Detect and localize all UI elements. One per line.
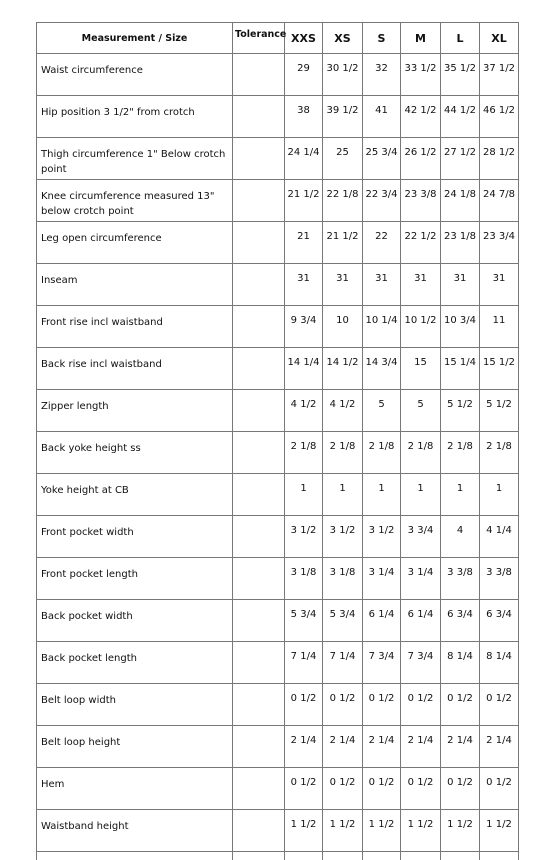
tolerance-cell xyxy=(233,264,285,306)
size-value-cell: 6 3/4 xyxy=(441,600,480,642)
size-value-cell: 1 1/2 xyxy=(441,810,480,852)
header-tolerance: Tolerance xyxy=(233,23,285,54)
size-value-cell: 22 xyxy=(363,222,401,264)
empty-cell xyxy=(233,852,285,860)
empty-cell xyxy=(37,852,233,860)
size-value-cell: 4 1/2 xyxy=(285,390,323,432)
size-value-cell: 1 1/2 xyxy=(363,810,401,852)
measurement-name: Knee circumference measured 13" below crotch point xyxy=(37,180,233,222)
size-value-cell: 2 1/8 xyxy=(401,432,441,474)
size-value-cell: 0 1/2 xyxy=(363,684,401,726)
size-value-cell: 3 1/2 xyxy=(363,516,401,558)
size-value-cell: 1 1/2 xyxy=(323,810,363,852)
size-value-cell: 31 xyxy=(480,264,519,306)
tolerance-cell xyxy=(233,222,285,264)
table-row xyxy=(37,558,519,600)
size-value-cell: 23 3/4 xyxy=(480,222,519,264)
size-value-cell: 2 1/4 xyxy=(401,726,441,768)
tolerance-cell xyxy=(233,810,285,852)
size-value-cell: 0 1/2 xyxy=(480,684,519,726)
measurement-name: Belt loop height xyxy=(37,726,233,768)
empty-cell xyxy=(285,852,323,860)
size-value-cell: 44 1/2 xyxy=(441,96,480,138)
size-value-cell: 10 3/4 xyxy=(441,306,480,348)
size-value-cell: 3 1/8 xyxy=(323,558,363,600)
size-value-cell: 3 1/4 xyxy=(401,558,441,600)
size-value-cell: 14 1/4 xyxy=(285,348,323,390)
table-row xyxy=(37,306,519,348)
size-value-cell: 2 1/8 xyxy=(363,432,401,474)
table-row xyxy=(37,726,519,768)
size-value-cell: 42 1/2 xyxy=(401,96,441,138)
table-row xyxy=(37,474,519,516)
size-value-cell: 2 1/8 xyxy=(441,432,480,474)
table-row xyxy=(37,348,519,390)
size-value-cell: 0 1/2 xyxy=(441,768,480,810)
tolerance-cell xyxy=(233,180,285,222)
size-spec-table xyxy=(36,22,519,860)
size-value-cell: 3 3/8 xyxy=(480,558,519,600)
size-value-cell: 37 1/2 xyxy=(480,54,519,96)
size-value-cell: 41 xyxy=(363,96,401,138)
size-value-cell: 6 1/4 xyxy=(363,600,401,642)
size-value-cell: 21 1/2 xyxy=(285,180,323,222)
size-value-cell: 0 1/2 xyxy=(285,684,323,726)
size-value-cell: 6 1/4 xyxy=(401,600,441,642)
table-row xyxy=(37,222,519,264)
size-value-cell: 30 1/2 xyxy=(323,54,363,96)
size-value-cell: 0 1/2 xyxy=(401,768,441,810)
size-value-cell: 31 xyxy=(363,264,401,306)
tolerance-cell xyxy=(233,642,285,684)
size-value-cell: 15 1/2 xyxy=(480,348,519,390)
size-value-cell: 23 3/8 xyxy=(401,180,441,222)
tolerance-cell xyxy=(233,600,285,642)
tolerance-cell xyxy=(233,138,285,180)
size-value-cell: 10 xyxy=(323,306,363,348)
empty-cell xyxy=(363,852,401,860)
measurement-name: Waist circumference xyxy=(37,54,233,96)
table-row xyxy=(37,684,519,726)
size-value-cell: 24 7/8 xyxy=(480,180,519,222)
size-value-cell: 24 1/8 xyxy=(441,180,480,222)
measurement-name: Hem xyxy=(37,768,233,810)
size-value-cell: 4 xyxy=(441,516,480,558)
table-row xyxy=(37,516,519,558)
size-value-cell: 31 xyxy=(441,264,480,306)
size-value-cell: 1 1/2 xyxy=(480,810,519,852)
size-value-cell: 2 1/4 xyxy=(323,726,363,768)
measurement-name: Front rise incl waistband xyxy=(37,306,233,348)
size-value-cell: 1 xyxy=(363,474,401,516)
header-size-s: S xyxy=(363,23,401,54)
size-value-cell: 23 1/8 xyxy=(441,222,480,264)
size-value-cell: 3 1/8 xyxy=(285,558,323,600)
size-value-cell: 7 1/4 xyxy=(285,642,323,684)
size-value-cell: 1 xyxy=(285,474,323,516)
table-row xyxy=(37,600,519,642)
size-value-cell: 7 1/4 xyxy=(323,642,363,684)
tolerance-cell xyxy=(233,306,285,348)
size-value-cell: 8 1/4 xyxy=(480,642,519,684)
tolerance-cell xyxy=(233,432,285,474)
measurement-name: Waistband height xyxy=(37,810,233,852)
tolerance-cell xyxy=(233,96,285,138)
header-row xyxy=(37,23,519,54)
size-value-cell: 31 xyxy=(285,264,323,306)
size-value-cell: 1 xyxy=(441,474,480,516)
size-value-cell: 9 3/4 xyxy=(285,306,323,348)
size-value-cell: 6 3/4 xyxy=(480,600,519,642)
table-row xyxy=(37,96,519,138)
size-value-cell: 5 3/4 xyxy=(285,600,323,642)
size-value-cell: 7 3/4 xyxy=(363,642,401,684)
size-value-cell: 31 xyxy=(323,264,363,306)
size-value-cell: 2 1/8 xyxy=(480,432,519,474)
size-value-cell: 2 1/4 xyxy=(480,726,519,768)
size-value-cell: 25 3/4 xyxy=(363,138,401,180)
empty-cell xyxy=(323,852,363,860)
size-value-cell: 2 1/4 xyxy=(363,726,401,768)
tolerance-cell xyxy=(233,474,285,516)
size-value-cell: 0 1/2 xyxy=(323,684,363,726)
size-value-cell: 24 1/4 xyxy=(285,138,323,180)
table-row xyxy=(37,180,519,222)
size-value-cell: 31 xyxy=(401,264,441,306)
table-row xyxy=(37,138,519,180)
tolerance-cell xyxy=(233,390,285,432)
size-value-cell: 1 xyxy=(401,474,441,516)
size-value-cell: 26 1/2 xyxy=(401,138,441,180)
size-value-cell: 27 1/2 xyxy=(441,138,480,180)
size-value-cell: 5 xyxy=(401,390,441,432)
measurement-name: Back pocket width xyxy=(37,600,233,642)
size-value-cell: 2 1/8 xyxy=(323,432,363,474)
measurement-name: Hip position 3 1/2" from crotch xyxy=(37,96,233,138)
tolerance-cell xyxy=(233,768,285,810)
size-value-cell: 2 1/4 xyxy=(441,726,480,768)
empty-cell xyxy=(401,852,441,860)
size-value-cell: 1 xyxy=(480,474,519,516)
table-row xyxy=(37,642,519,684)
size-value-cell: 14 1/2 xyxy=(323,348,363,390)
table-row xyxy=(37,432,519,474)
size-value-cell: 11 xyxy=(480,306,519,348)
size-value-cell: 22 1/8 xyxy=(323,180,363,222)
header-size-xxs: XXS xyxy=(285,23,323,54)
measurement-name: Belt loop width xyxy=(37,684,233,726)
size-value-cell: 28 1/2 xyxy=(480,138,519,180)
table-row xyxy=(37,264,519,306)
size-value-cell: 5 1/2 xyxy=(441,390,480,432)
size-value-cell: 0 1/2 xyxy=(441,684,480,726)
header-size-xl: XL xyxy=(480,23,519,54)
size-value-cell: 3 3/8 xyxy=(441,558,480,600)
size-value-cell: 5 xyxy=(363,390,401,432)
measurement-name: Back rise incl waistband xyxy=(37,348,233,390)
size-value-cell: 25 xyxy=(323,138,363,180)
measurement-name: Front pocket width xyxy=(37,516,233,558)
size-value-cell: 1 1/2 xyxy=(285,810,323,852)
size-value-cell: 38 xyxy=(285,96,323,138)
size-value-cell: 7 3/4 xyxy=(401,642,441,684)
measurement-name: Yoke height at CB xyxy=(37,474,233,516)
size-value-cell: 46 1/2 xyxy=(480,96,519,138)
size-value-cell: 5 1/2 xyxy=(480,390,519,432)
tolerance-cell xyxy=(233,54,285,96)
tolerance-cell xyxy=(233,726,285,768)
empty-cell xyxy=(441,852,480,860)
size-value-cell: 10 1/2 xyxy=(401,306,441,348)
measurement-name: Thigh circumference 1" Below crotch point xyxy=(37,138,233,180)
size-value-cell: 14 3/4 xyxy=(363,348,401,390)
header-measurement: Measurement / Size xyxy=(37,23,233,54)
size-value-cell: 35 1/2 xyxy=(441,54,480,96)
table-row xyxy=(37,54,519,96)
empty-cell xyxy=(480,852,519,860)
header-size-l: L xyxy=(441,23,480,54)
tolerance-cell xyxy=(233,684,285,726)
table-row-partial xyxy=(37,852,519,860)
table-body xyxy=(37,54,519,860)
size-value-cell: 3 1/2 xyxy=(285,516,323,558)
measurement-name: Zipper length xyxy=(37,390,233,432)
size-value-cell: 0 1/2 xyxy=(285,768,323,810)
table-row xyxy=(37,390,519,432)
size-value-cell: 15 xyxy=(401,348,441,390)
size-value-cell: 15 1/4 xyxy=(441,348,480,390)
size-value-cell: 22 3/4 xyxy=(363,180,401,222)
size-value-cell: 2 1/8 xyxy=(285,432,323,474)
measurement-name: Back yoke height ss xyxy=(37,432,233,474)
header-size-m: M xyxy=(401,23,441,54)
size-value-cell: 3 3/4 xyxy=(401,516,441,558)
size-value-cell: 33 1/2 xyxy=(401,54,441,96)
measurement-name: Inseam xyxy=(37,264,233,306)
table-row xyxy=(37,810,519,852)
size-value-cell: 3 1/2 xyxy=(323,516,363,558)
measurement-name: Front pocket length xyxy=(37,558,233,600)
size-value-cell: 4 1/2 xyxy=(323,390,363,432)
measurement-name: Back pocket length xyxy=(37,642,233,684)
measurement-name: Leg open circumference xyxy=(37,222,233,264)
size-value-cell: 39 1/2 xyxy=(323,96,363,138)
size-value-cell: 4 1/4 xyxy=(480,516,519,558)
size-value-cell: 22 1/2 xyxy=(401,222,441,264)
table-row xyxy=(37,768,519,810)
size-value-cell: 1 xyxy=(323,474,363,516)
size-value-cell: 21 1/2 xyxy=(323,222,363,264)
header-size-xs: XS xyxy=(323,23,363,54)
size-value-cell: 21 xyxy=(285,222,323,264)
size-value-cell: 0 1/2 xyxy=(363,768,401,810)
size-value-cell: 10 1/4 xyxy=(363,306,401,348)
tolerance-cell xyxy=(233,558,285,600)
size-value-cell: 32 xyxy=(363,54,401,96)
size-value-cell: 0 1/2 xyxy=(401,684,441,726)
size-value-cell: 29 xyxy=(285,54,323,96)
size-value-cell: 1 1/2 xyxy=(401,810,441,852)
size-value-cell: 3 1/4 xyxy=(363,558,401,600)
tolerance-cell xyxy=(233,348,285,390)
size-value-cell: 5 3/4 xyxy=(323,600,363,642)
size-value-cell: 0 1/2 xyxy=(480,768,519,810)
size-value-cell: 0 1/2 xyxy=(323,768,363,810)
size-value-cell: 2 1/4 xyxy=(285,726,323,768)
tolerance-cell xyxy=(233,516,285,558)
size-value-cell: 8 1/4 xyxy=(441,642,480,684)
